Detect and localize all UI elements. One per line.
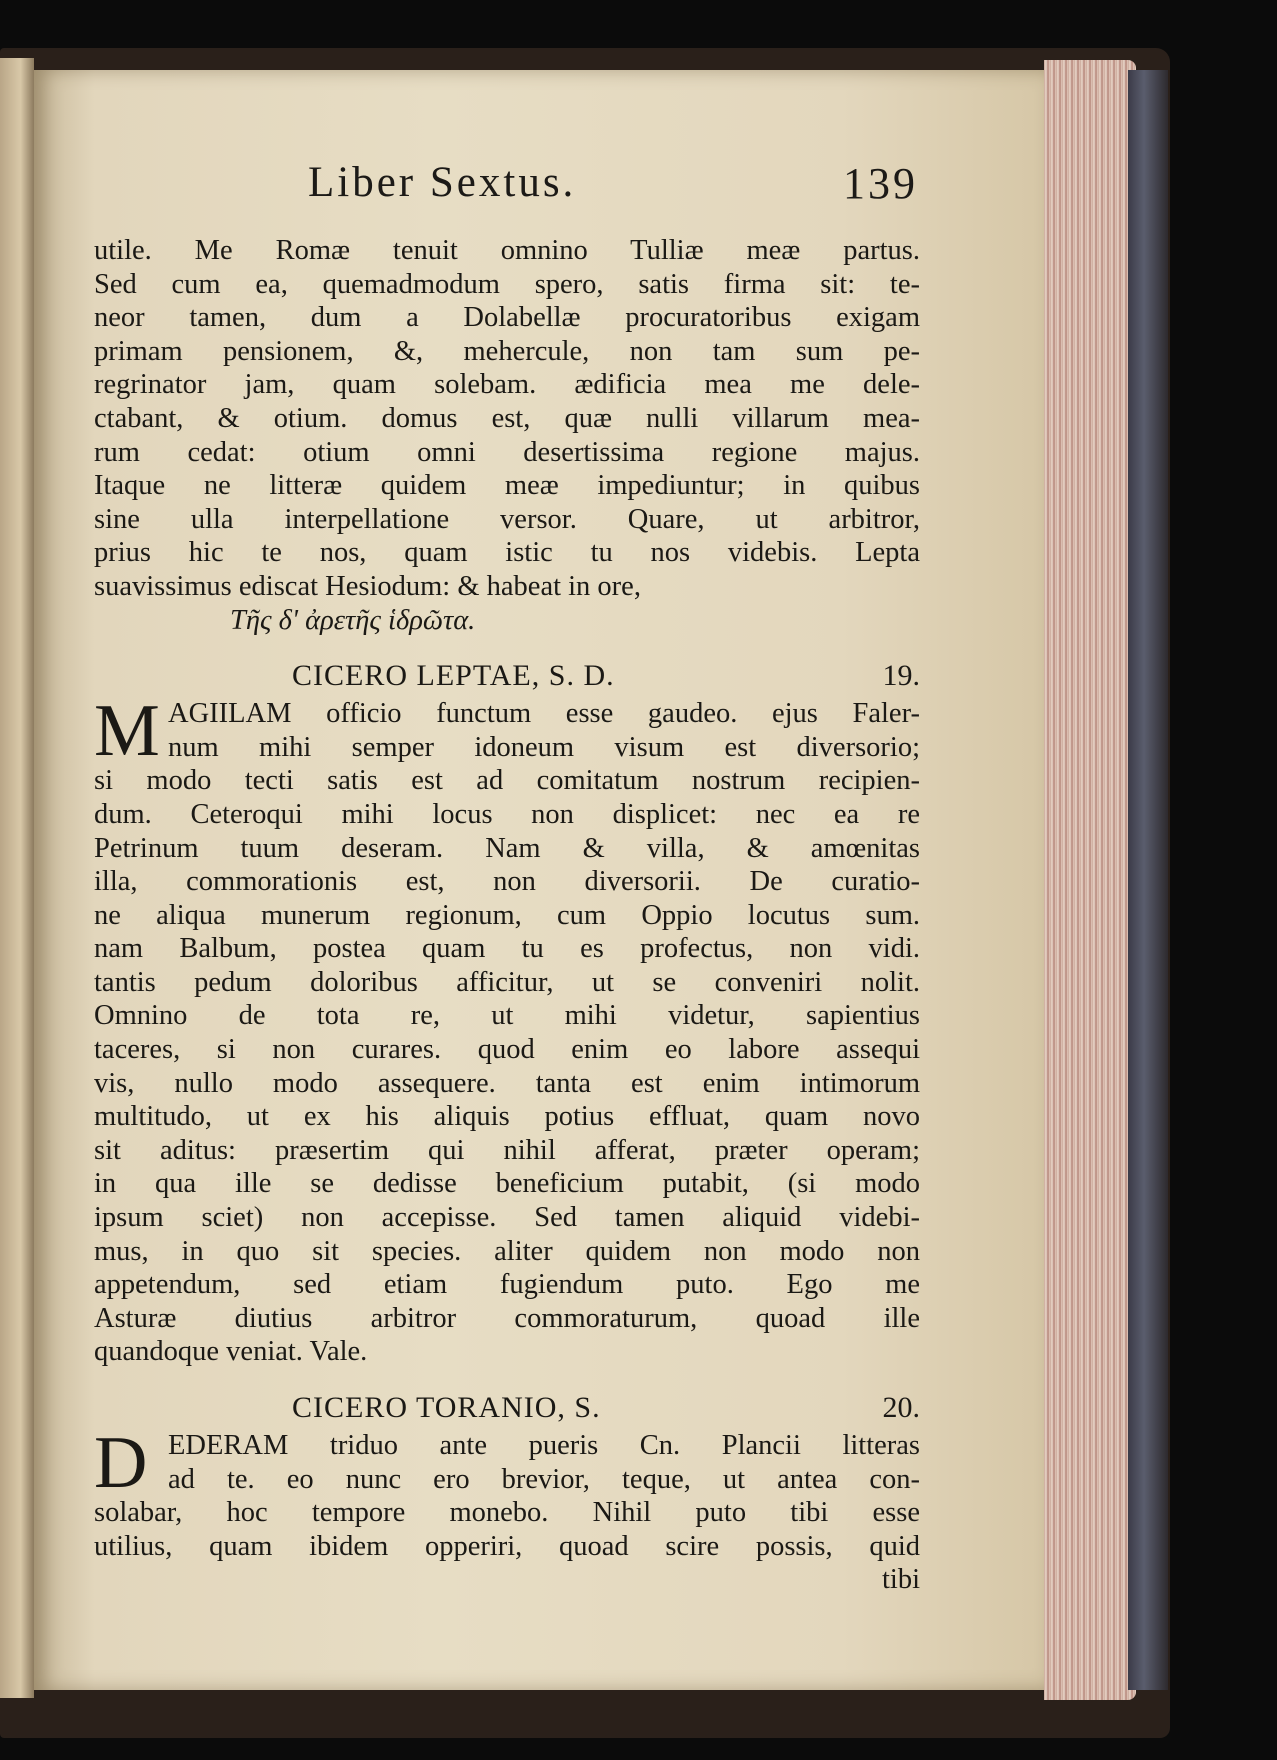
text-line: num mihi semper idoneum visum est diversorio; (168, 731, 920, 763)
text-line: Itaque ne litteræ quidem meæ impediuntur; in quibus (94, 470, 920, 502)
text-line: appetendum, sed etiam fugiendum puto. Ego me (94, 1269, 920, 1301)
text-line: sit aditus: præsertim qui nihil afferat, præter operam; (94, 1134, 920, 1166)
left-page-edge (0, 58, 34, 1698)
running-header (308, 150, 918, 220)
cover-edge (1128, 70, 1168, 1690)
letter-20-paragraph (94, 1422, 920, 1597)
text-line: prius hic te nos, quam istic tu nos videbis. Lepta (94, 537, 920, 569)
letter-19-number: 19. (882, 659, 920, 693)
text-line: suavissimus ediscat Hesiodum: & habeat in ore, (94, 570, 641, 602)
text-line: taceres, si non curares. quod enim eo labore assequi (94, 1034, 920, 1066)
text-line: utilius, quam ibidem opperiri, quoad scire possis, quid (94, 1530, 920, 1562)
drop-cap: M (94, 690, 160, 773)
letter-19-lines (94, 690, 920, 1369)
page-body (94, 234, 920, 1597)
text-line: regrinator jam, quam solebam. ædificia mea me dele- (94, 369, 920, 401)
text-line: ne aliqua munerum regionum, cum Oppio locutus sum. (94, 899, 920, 931)
text-line: dum. Ceteroqui mihi locus non displicet: nec ea re (94, 798, 920, 830)
catchword: tibi (881, 1564, 920, 1596)
text-line: Petrinum tuum deseram. Nam & villa, & amœnitas (94, 832, 920, 864)
text-line: utile. Me Romæ tenuit omnino Tulliæ meæ partus. (94, 235, 920, 266)
text-line: rum cedat: otium omni desertissima regione majus. (94, 436, 920, 468)
text-line: sine ulla interpellatione versor. Quare, ut arbitror, (94, 503, 920, 535)
drop-cap: D (94, 1422, 148, 1504)
text-line: ipsum sciet) non accepisse. Sed tamen aliquid videbi- (94, 1202, 920, 1234)
text-line: EDERAM triduo ante pueris Cn. Plancii litteras (168, 1430, 920, 1461)
text-line: quandoque veniat. Vale. (94, 1336, 368, 1368)
text-line: vis, nullo modo assequere. tanta est enim intimorum (94, 1067, 920, 1099)
page-number: 139 (843, 159, 918, 208)
letter-20-title: CICERO TORANIO, S. (292, 1391, 601, 1424)
text-line: tantis pedum doloribus afficitur, ut se conveniri nolit. (94, 966, 920, 998)
running-title: Liber Sextus. (308, 159, 577, 206)
text-line: Asturæ diutius arbitror commoraturum, quoad ille (94, 1302, 920, 1334)
letter-19-heading (94, 651, 920, 697)
text-line: nam Balbum, postea quam tu es profectus, non vidi. (94, 933, 920, 965)
text-line: si modo tecti satis est ad comitatum nostrum recipien- (94, 765, 920, 797)
letter-19-title: CICERO LEPTAE, S. D. (292, 659, 615, 693)
text-line: mus, in quo sit species. aliter quidem non modo non (94, 1235, 920, 1267)
text-line: ctabant, & otium. domus est, quæ nulli villarum mea- (94, 402, 920, 434)
letter-20-heading (94, 1383, 920, 1429)
text-line: AGIILAM officio functum esse gaudeo. ejus Faler- (168, 698, 920, 730)
text-line: primam pensionem, &, mehercule, non tam sum pe- (94, 335, 920, 367)
text-line: neor tamen, dum a Dolabellæ procuratoribus exigam (94, 302, 920, 334)
text-line: multitudo, ut ex his aliquis potius effluat, quam novo (94, 1101, 920, 1133)
text-line: illa, commorationis est, non diversorii. De curatio- (94, 866, 920, 898)
letter-19-paragraph (94, 690, 920, 1369)
letter-20-lines (94, 1422, 920, 1563)
text-line: solabar, hoc tempore monebo. Nihil puto tibi esse (94, 1497, 920, 1529)
text-line: ad te. eo nunc ero brevior, teque, ut antea con- (168, 1463, 920, 1495)
text-line: in qua ille se dedisse beneficium putabit, (si modo (94, 1168, 920, 1200)
letter-20-number: 20. (882, 1391, 920, 1424)
greek-quotation: Τῆς δ' ἀρετῆς ἱδρῶτα. (230, 604, 476, 636)
text-line: Omnino de tota re, ut mihi videtur, sapientius (94, 1000, 920, 1032)
page-fore-edge (1044, 60, 1136, 1700)
text-line: Sed cum ea, quemadmodum spero, satis firma sit: te- (94, 268, 920, 300)
intro-paragraph (94, 234, 920, 604)
